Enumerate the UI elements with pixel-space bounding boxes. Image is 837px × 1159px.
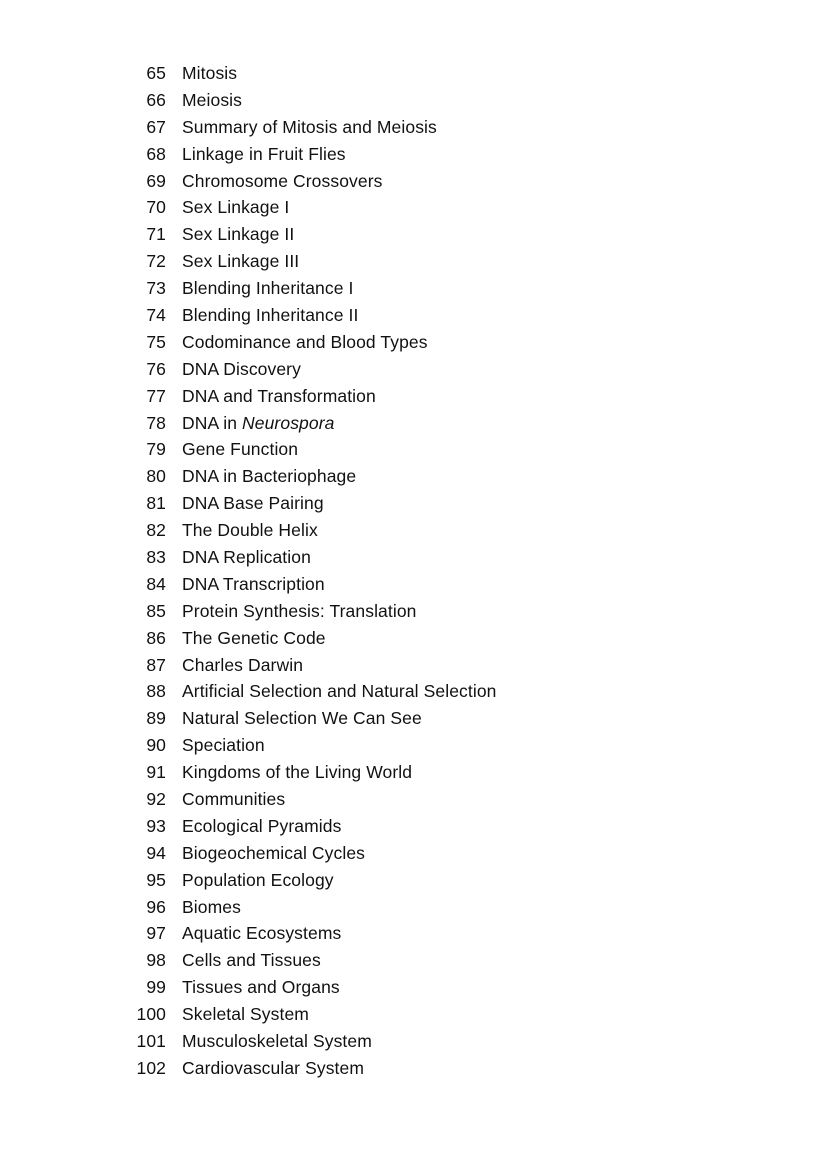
entry-number: 81 [146, 493, 166, 514]
entry-number: 74 [146, 304, 166, 325]
entry-title: The Double Helix [182, 520, 318, 541]
entry-title: Chromosome Crossovers [182, 170, 383, 191]
entry-number: 101 [136, 1031, 166, 1051]
toc-entry [0, 1028, 837, 1055]
entry-number: 68 [146, 143, 166, 164]
entry-title-roman: DNA in [182, 412, 243, 433]
entry-title: Tissues and Organs [182, 977, 340, 998]
entry-number: 69 [146, 170, 166, 191]
toc-entry [0, 840, 837, 867]
entry-title: The Genetic Code [182, 627, 326, 648]
toc-entry [0, 544, 837, 571]
toc-entry [0, 625, 837, 652]
entry-number: 95 [146, 869, 166, 890]
toc-entry [0, 194, 837, 221]
entry-title: Codominance and Blood Types [182, 331, 428, 352]
toc-entry [0, 436, 837, 463]
entry-title: Mitosis [182, 62, 238, 83]
entry-title: Biogeochemical Cycles [182, 842, 366, 863]
toc-entry [0, 1055, 837, 1082]
entry-title: Blending Inheritance II [182, 304, 359, 325]
toc-entry [0, 678, 837, 705]
toc-entry [0, 490, 837, 517]
entry-title: DNA Discovery [182, 358, 301, 379]
entry-number: 98 [146, 950, 166, 971]
toc-entry [0, 410, 837, 437]
entry-number: 87 [146, 654, 166, 675]
toc-entry [0, 598, 837, 625]
entry-number: 71 [146, 224, 166, 245]
toc-entry [0, 356, 837, 383]
entry-number: 93 [146, 815, 166, 836]
toc-entry [0, 221, 837, 248]
table-of-contents [0, 60, 837, 1082]
entry-number: 97 [146, 923, 166, 944]
toc-entry [0, 87, 837, 114]
entry-number: 84 [146, 573, 166, 594]
toc-entry [0, 571, 837, 598]
entry-number: 67 [146, 116, 166, 137]
entry-title: Speciation [182, 735, 265, 756]
entry-title: Meiosis [182, 89, 243, 110]
entry-title: Artificial Selection and Natural Selection [182, 681, 497, 702]
entry-number: 73 [146, 278, 166, 299]
toc-entry [0, 463, 837, 490]
entry-title: Sex Linkage I [182, 197, 290, 218]
entry-title: Protein Synthesis: Translation [182, 600, 417, 621]
entry-title [182, 413, 334, 434]
entry-title: Ecological Pyramids [182, 815, 342, 836]
toc-entry [0, 921, 837, 948]
toc-entry [0, 786, 837, 813]
entry-title: DNA Transcription [182, 573, 325, 594]
toc-entry [0, 517, 837, 544]
entry-title-italic: Neurospora [242, 412, 335, 433]
toc-entry [0, 114, 837, 141]
toc-entry [0, 867, 837, 894]
toc-entry [0, 813, 837, 840]
entry-number: 66 [146, 89, 166, 110]
toc-entry [0, 168, 837, 195]
entry-number: 94 [146, 842, 166, 863]
entry-number: 92 [146, 788, 166, 809]
entry-title: Blending Inheritance I [182, 278, 354, 299]
entry-number: 91 [146, 762, 166, 783]
entry-number: 89 [146, 708, 166, 729]
toc-entry [0, 141, 837, 168]
entry-number: 65 [146, 62, 166, 83]
entry-title: DNA and Transformation [182, 385, 376, 406]
entry-number: 80 [146, 466, 166, 487]
entry-number: 102 [136, 1057, 166, 1078]
entry-title: Skeletal System [182, 1004, 309, 1025]
entry-number: 100 [136, 1004, 166, 1025]
toc-entry [0, 652, 837, 679]
toc-entry [0, 705, 837, 732]
entry-number: 88 [146, 681, 166, 702]
entry-number: 83 [146, 546, 166, 567]
entry-title: Biomes [182, 896, 241, 917]
toc-entry [0, 759, 837, 786]
entry-number: 78 [146, 412, 166, 433]
toc-entry [0, 1001, 837, 1028]
entry-title: Aquatic Ecosystems [182, 923, 342, 944]
entry-title: DNA in Bacteriophage [182, 466, 357, 487]
entry-number: 77 [146, 385, 166, 406]
toc-entry [0, 732, 837, 759]
entry-title: Sex Linkage III [182, 251, 300, 272]
entry-title: Cells and Tissues [182, 950, 321, 971]
entry-title: Musculoskeletal System [182, 1031, 372, 1051]
entry-number: 76 [146, 358, 166, 379]
entry-title: DNA Base Pairing [182, 493, 324, 514]
entry-title: Communities [182, 788, 286, 809]
entry-number: 75 [146, 331, 166, 352]
toc-entry [0, 947, 837, 974]
entry-number: 86 [146, 627, 166, 648]
toc-entry [0, 894, 837, 921]
entry-title: Summary of Mitosis and Meiosis [182, 116, 437, 137]
toc-entry [0, 302, 837, 329]
entry-number: 82 [146, 520, 166, 541]
toc-entry [0, 60, 837, 87]
entry-title: Linkage in Fruit Flies [182, 143, 346, 164]
entry-number: 90 [146, 735, 166, 756]
entry-title: Population Ecology [182, 869, 334, 890]
entry-number: 85 [146, 600, 166, 621]
entry-number: 96 [146, 896, 166, 917]
entry-title: Charles Darwin [182, 654, 304, 675]
toc-entry [0, 329, 837, 356]
toc-entry [0, 248, 837, 275]
entry-title: Gene Function [182, 439, 299, 460]
entry-number: 70 [146, 197, 166, 218]
entry-title: Natural Selection We Can See [182, 708, 422, 729]
entry-title: Kingdoms of the Living World [182, 762, 413, 783]
entry-number: 79 [146, 439, 166, 460]
entry-title: DNA Replication [182, 546, 311, 567]
toc-entry [0, 974, 837, 1001]
entry-title: Cardiovascular System [182, 1057, 365, 1078]
entry-title: Sex Linkage II [182, 224, 295, 245]
toc-entry [0, 275, 837, 302]
entry-number: 99 [146, 977, 166, 998]
toc-entry [0, 383, 837, 410]
entry-number: 72 [146, 251, 166, 272]
